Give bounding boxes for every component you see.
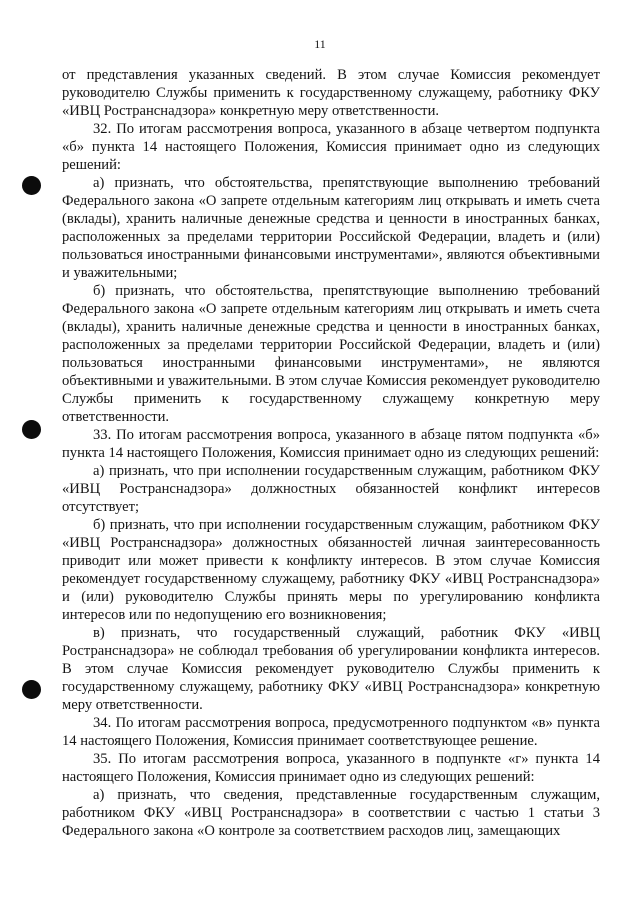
document-body — [62, 66, 600, 840]
paragraph-item-35: 35. По итогам рассмотрения вопроса, указанного в подпункте «г» пункта 14 настоящего Положения, Комиссия принимает одно из следующих решений: — [62, 751, 600, 785]
page-number: 11 — [314, 37, 326, 51]
paragraph-item-33b: б) признать, что при исполнении государственным служащим, работником ФКУ «ИВЦ Ространснадзора» должностных обязанностей личная заинтересованность приводит или может привести к конфликту интересов. В этом случае Комиссия рекомендует государственному служащему, работнику ФКУ «ИВЦ Ространснадзора» и (или) руководителю Службы принять меры по урегулированию конфликта интересов или по недопущению его возникновения; — [62, 517, 600, 623]
paragraph-item-33a: а) признать, что при исполнении государственным служащим, работником ФКУ «ИВЦ Ространснадзора» должностных обязанностей конфликт интересов отсутствует; — [62, 463, 600, 515]
paragraph-item-33: 33. По итогам рассмотрения вопроса, указанного в абзаце пятом подпункта «б» пункта 14 настоящего Положения, Комиссия принимает одно из следующих решений: — [62, 427, 600, 461]
punch-hole-mark — [22, 680, 41, 699]
punch-hole-mark — [22, 420, 41, 439]
punch-hole-mark — [22, 176, 41, 195]
paragraph-item-32b: б) признать, что обстоятельства, препятствующие выполнению требований Федерального закона «О запрете отдельным категориям лиц открывать и иметь счета (вклады), хранить наличные денежные средства и ценности в иностранных банках, расположенных за пределами территории Российской Федерации, владеть и (или) пользоваться иностранными финансовыми инструментами», не являются объективными и уважительными. В этом случае Комиссия рекомендует руководителю Службы применить к государственному служащему конкретную меру ответственности. — [62, 283, 600, 425]
paragraph-item-33c: в) признать, что государственный служащий, работник ФКУ «ИВЦ Ространснадзора» не соблюдал требования об урегулировании конфликта интересов. В этом случае Комиссия рекомендует руководителю Службы применить к государственному служащему, работнику ФКУ «ИВЦ Ространснадзора» конкретную меру ответственности. — [62, 625, 600, 713]
paragraph-item-34: 34. По итогам рассмотрения вопроса, предусмотренного подпунктом «в» пункта 14 настоящего Положения, Комиссия принимает соответствующее решение. — [62, 715, 600, 749]
paragraph-item-32a: а) признать, что обстоятельства, препятствующие выполнению требований Федерального закона «О запрете отдельным категориям лиц открывать и иметь счета (вклады), хранить наличные денежные средства и ценности в иностранных банках, расположенных за пределами территории Российской Федерации, владеть и (или) пользоваться иностранными финансовыми инструментами», являются объективными и уважительными; — [62, 175, 600, 281]
paragraph-item-35a: а) признать, что сведения, представленные государственным служащим, работником ФКУ «ИВЦ Ространснадзора» в соответствии с частью 1 статьи 3 Федерального закона «О контроле за соответствием расходов лиц, замещающих — [62, 787, 600, 839]
paragraph-continuation: от представления указанных сведений. В этом случае Комиссия рекомендует руководителю Службы применить к государственному служащему, работнику ФКУ «ИВЦ Ространснадзора» конкретную меру ответственности. — [62, 67, 600, 119]
paragraph-item-32: 32. По итогам рассмотрения вопроса, указанного в абзаце четвертом подпункта «б» пункта 14 настоящего Положения, Комиссия принимает одно из следующих решений: — [62, 121, 600, 173]
